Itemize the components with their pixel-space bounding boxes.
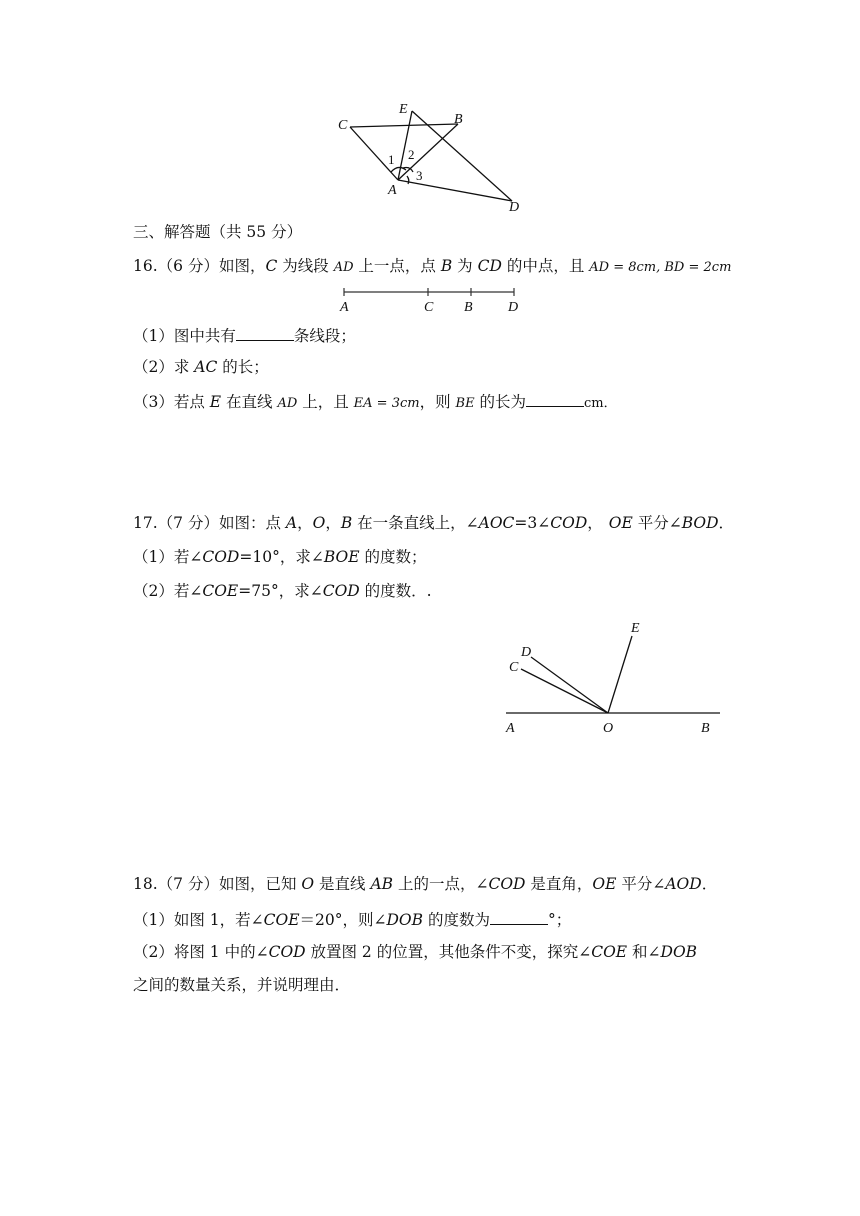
answer-blank-16-3[interactable] — [526, 390, 584, 407]
label-e: E — [631, 621, 640, 636]
figure-segment — [336, 282, 526, 316]
seg-label-c: C — [424, 300, 434, 315]
q16-part2: （2）求 AC 的长； — [133, 358, 269, 376]
label-b: B — [454, 112, 463, 127]
q16-part3: （3）若点 E 在直线 AD 上，且 EA = 3cm，则 BE 的长为 cm． — [133, 390, 617, 414]
ray-oe — [608, 636, 632, 713]
label-a: A — [388, 183, 397, 198]
segment-cb — [350, 124, 458, 127]
label-b: B — [701, 721, 710, 736]
figure-triangles — [330, 95, 530, 215]
q18-part2-cont: 之间的数量关系，并说明理由． — [133, 976, 351, 994]
label-d: D — [521, 645, 532, 660]
seg-label-d: D — [508, 300, 519, 315]
answer-blank-18-1[interactable] — [490, 908, 548, 925]
section-heading: 三、解答题（共 55 分） — [133, 223, 303, 241]
label-a: A — [506, 721, 515, 736]
angle-label-3: 3 — [416, 168, 423, 183]
q18-part1: （1）如图 1，若∠COE＝20°，则∠DOB 的度数为 °； — [133, 908, 571, 930]
label-o: O — [603, 721, 614, 736]
label-e: E — [399, 102, 408, 117]
angle-label-1: 1 — [388, 152, 395, 167]
label-d: D — [509, 200, 520, 215]
label-c: C — [509, 660, 519, 675]
label-c: C — [338, 118, 348, 133]
ray-od — [531, 657, 608, 713]
angle-label-2: 2 — [408, 147, 415, 162]
q17-stem: 17.（7 分）如图：点 A，O，B 在一条直线上，∠AOC=3∠COD， OE 平分∠BOD． — [133, 514, 735, 532]
angle-arc-3 — [407, 176, 409, 184]
q17-part2: （2）若∠COE=75°，求∠COD 的度数．. — [133, 582, 432, 600]
q17-part1: （1）若∠COD=10°，求∠BOE 的度数； — [133, 548, 427, 566]
q18-stem: 18.（7 分）如图，已知 O 是直线 AB 上的一点，∠COD 是直角，OE 平分∠AOD． — [133, 875, 718, 893]
figure-angles-q17 — [496, 614, 726, 740]
ray-oc — [521, 669, 608, 713]
segment-ad — [398, 180, 512, 201]
q16-stem: 16.（6 分）如图，C 为线段 AD 上一点，点 B 为 CD 的中点，且 AD = 8cm, BD = 2cm — [133, 257, 732, 275]
q16-part1: （1）图中共有 条线段； — [133, 324, 356, 346]
answer-blank-16-1[interactable] — [236, 324, 294, 341]
q18-part2: （2）将图 1 中的∠COD 放置图 2 的位置，其他条件不变，探究∠COE 和∠DOB — [133, 943, 698, 961]
seg-label-a: A — [340, 300, 349, 315]
seg-label-b: B — [464, 300, 473, 315]
